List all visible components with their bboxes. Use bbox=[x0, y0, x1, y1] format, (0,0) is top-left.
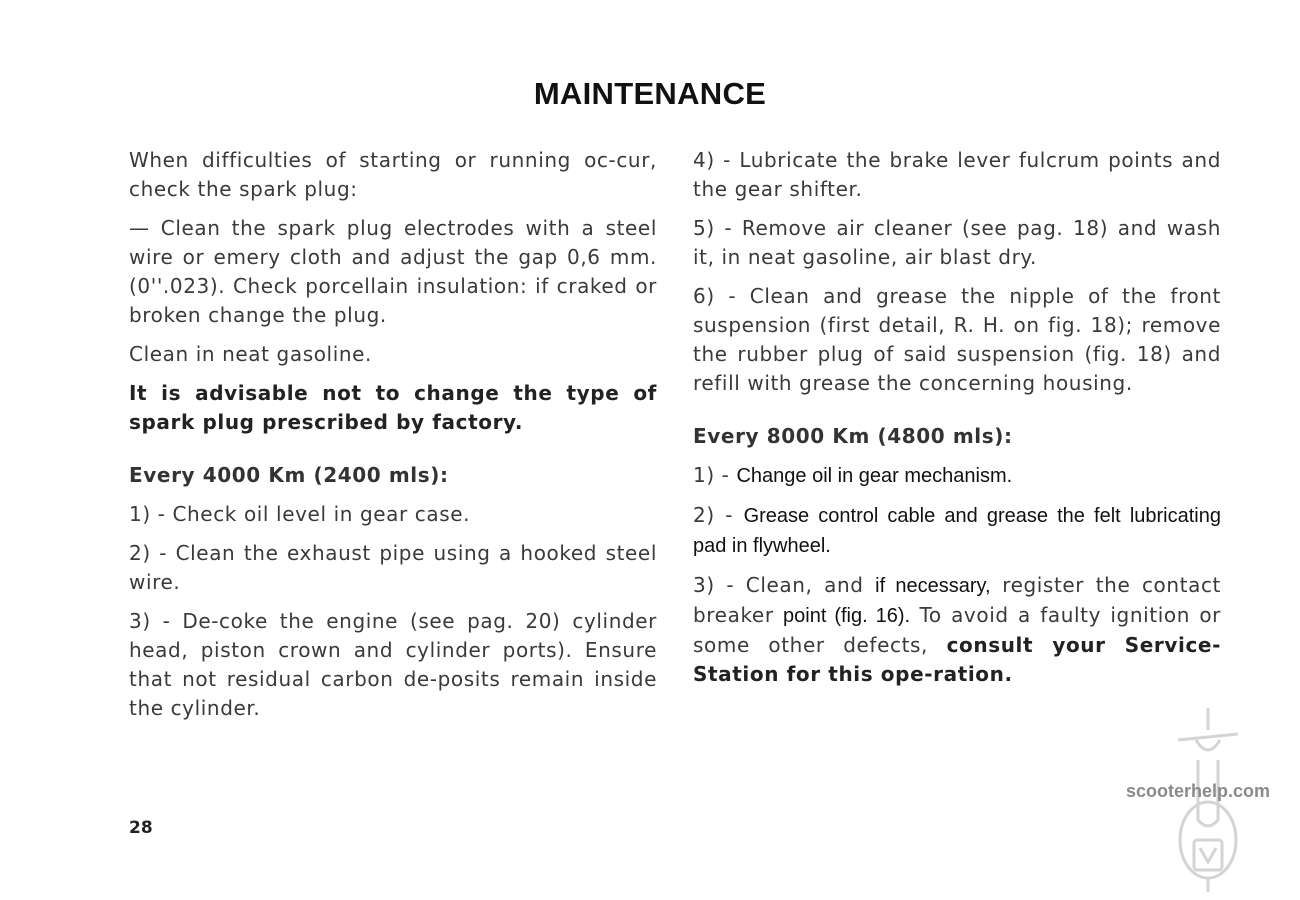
item-text: Change oil in gear mechanism. bbox=[736, 465, 1013, 487]
page-title: MAINTENANCE bbox=[533, 76, 767, 111]
left-column bbox=[129, 146, 657, 733]
list-item: 5) - Remove air cleaner (see pag. 18) and wash it, in neat gasoline, air blast dry. bbox=[693, 216, 1221, 269]
item-text: 3) - Clean, and bbox=[693, 573, 876, 597]
item-text: To avoid a faulty ignition or some other defects, bbox=[693, 603, 1221, 657]
section-heading-4000km: Every 4000 Km (2400 mls): bbox=[129, 463, 449, 487]
list-item: 1) - Check oil level in gear case. bbox=[129, 502, 471, 526]
gasoline-paragraph: Clean in neat gasoline. bbox=[129, 342, 372, 366]
item-text: register the contact breaker bbox=[693, 573, 1222, 627]
spark-plug-advice: It is advisable not to change the type of spark plug prescribed by factory. bbox=[129, 381, 657, 434]
spark-plug-cleaning-paragraph: — Clean the spark plug electrodes with a steel wire or emery cloth and adjust the gap 0,6 mm. (0''.023). Check porcellain insulation: if craked or broken change the plug. bbox=[129, 216, 657, 327]
list-item bbox=[693, 571, 1221, 689]
item-text: point (fig. 16). bbox=[783, 605, 911, 627]
right-column bbox=[693, 146, 1221, 699]
page-number: 28 bbox=[129, 818, 153, 838]
list-item: 6) - Clean and grease the nipple of the front suspension (first detail, R. H. on fig. 18); remove the rubber plug of said suspension (fig. 18) and refill with grease the concerning housing. bbox=[693, 284, 1221, 395]
list-item: 3) - De-coke the engine (see pag. 20) cylinder head, piston crown and cylinder ports). Ensure that not residual carbon de-posits remain inside the cylinder. bbox=[129, 609, 657, 720]
section-heading-8000km: Every 8000 Km (4800 mls): bbox=[693, 424, 1013, 448]
list-item: 2) - Clean the exhaust pipe using a hooked steel wire. bbox=[129, 541, 657, 594]
watermark: scooterhelp.com bbox=[1126, 781, 1271, 801]
list-item bbox=[693, 461, 1221, 491]
item-text: if necessary, bbox=[875, 575, 991, 597]
list-item bbox=[693, 501, 1221, 561]
intro-paragraph: When difficulties of starting or running oc-cur, check the spark plug: bbox=[129, 148, 657, 201]
service-station-advice: consult your Service-Station for this ope-ration. bbox=[693, 633, 1221, 686]
item-prefix: 1) - bbox=[693, 463, 737, 487]
item-prefix: 2) - bbox=[693, 503, 744, 527]
list-item: 4) - Lubricate the brake lever fulcrum points and the gear shifter. bbox=[693, 148, 1221, 201]
item-text: Grease control cable and grease the felt lubricating pad in flywheel. bbox=[693, 505, 1221, 557]
